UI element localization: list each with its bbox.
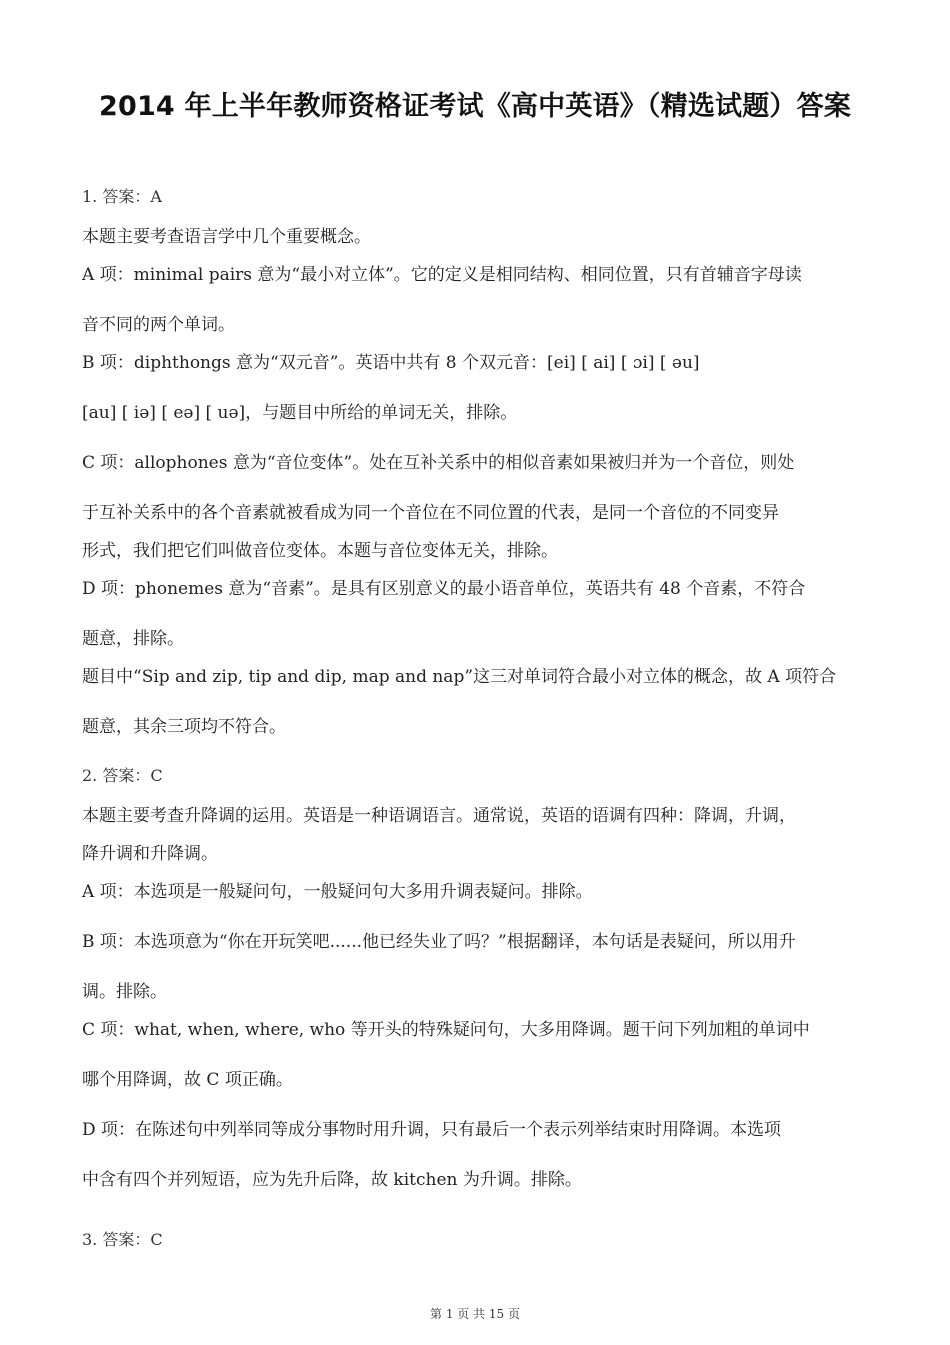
text-line: 形式，我们把它们叫做音位变体。本题与音位变体无关，排除。 [82,541,558,561]
text-line: [au] [ iə] [ eə] [ uə]，与题目中所给的单词无关，排除。 [82,403,518,423]
text-line: 题目中“Sip and zip, tip and dip, map and nap”这三对单词符合最小对立体的概念，故 A 项符合 [82,667,837,687]
text-line: 音不同的两个单词。 [82,315,235,335]
answer-heading-2: 2. 答案：C [82,766,163,785]
page-number-footer: 第 1 页 共 15 页 [430,1307,520,1321]
text-line: C 项：allophones 意为“音位变体”。处在互补关系中的相似音素如果被归并为一个音位，则处 [82,453,795,473]
text-line: 于互补关系中的各个音素就被看成为同一个音位在不同位置的代表，是同一个音位的不同变异 [82,503,779,523]
text-line: 哪个用降调，故 C 项正确。 [82,1070,293,1090]
text-line: B 项：diphthongs 意为“双元音”。英语中共有 8 个双元音：[ei] [ ai] [ ɔi] [ əu] [82,353,700,373]
text-line: 题意，排除。 [82,629,184,649]
text-line: 调。排除。 [82,982,167,1002]
text-line: 题意，其余三项均不符合。 [82,717,286,737]
text-line: D 项：phonemes 意为“音素”。是具有区别意义的最小语音单位，英语共有 48 个音素，不符合 [82,579,806,599]
text-line: A 项：本选项是一般疑问句，一般疑问句大多用升调表疑问。排除。 [82,882,593,902]
text-line: B 项：本选项意为“你在开玩笑吧......他已经失业了吗？”根据翻译，本句话是表疑问，所以用升 [82,932,796,952]
text-line: A 项：minimal pairs 意为“最小对立体”。它的定义是相同结构、相同位置，只有首辅音字母读 [82,265,802,285]
text-line: C 项：what, when, where, who 等开头的特殊疑问句，大多用降调。题干问下列加粗的单词中 [82,1020,810,1040]
page-title: 2014 年上半年教师资格证考试《高中英语》（精选试题）答案 [98,91,852,122]
answer-heading-3: 3. 答案：C [82,1230,163,1249]
text-line: 中含有四个并列短语，应为先升后降，故 kitchen 为升调。排除。 [82,1170,582,1190]
text-line: 本题主要考查升降调的运用。英语是一种语调语言。通常说，英语的语调有四种：降调，升调， [82,806,796,826]
text-line: D 项：在陈述句中列举同等成分事物时用升调，只有最后一个表示列举结束时用降调。本选项 [82,1120,782,1140]
answer-heading-1: 1. 答案：A [82,187,162,206]
text-line: 降升调和升降调。 [82,844,218,864]
text-line: 本题主要考查语言学中几个重要概念。 [82,227,371,247]
